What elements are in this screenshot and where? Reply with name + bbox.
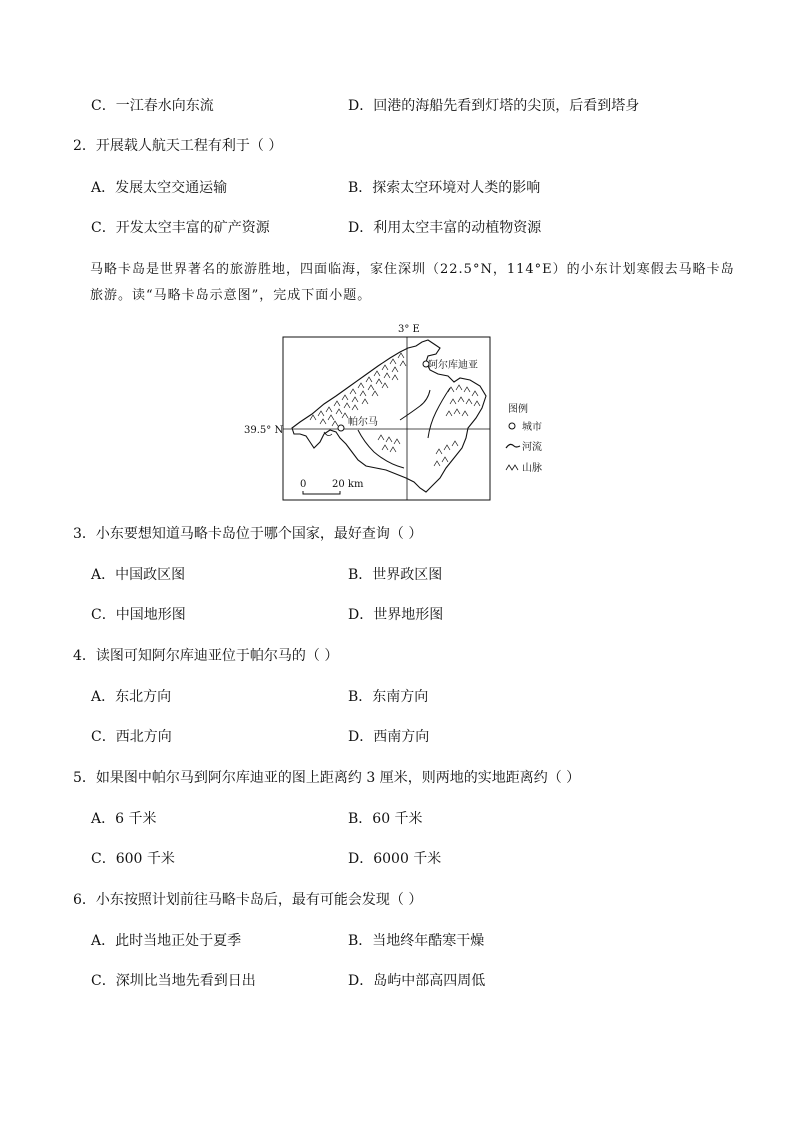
q1-option-c: C．一江春水向东流 (91, 98, 214, 114)
city-marker-south (338, 425, 344, 431)
q3-stem: 3．小东要想知道马略卡岛位于哪个国家，最好查询（ ） (73, 526, 423, 542)
legend-city-label: 城市 (522, 422, 542, 433)
q2-option-d: D．利用太空丰富的动植物资源 (348, 220, 542, 236)
q5-option-d: D．6000 千米 (348, 851, 442, 867)
q4-option-a: A．东北方向 (91, 689, 172, 705)
q5-option-c: C．600 千米 (91, 851, 175, 867)
legend-river-icon (506, 444, 520, 448)
q3-option-a: A．中国政区图 (91, 567, 186, 583)
city-label-north: 阿尔库迪亚 (428, 360, 478, 371)
q4-option-c: C．西北方向 (91, 729, 172, 745)
q3-option-d: D．世界地形图 (348, 607, 444, 623)
river-1 (400, 390, 430, 420)
river-3 (358, 430, 404, 468)
passage-line-1: 马略卡岛是世界著名的旅游胜地，四面临海，家住深圳（22.5°N，114°E）的小东计划寒假去马略卡岛 (90, 262, 735, 277)
q4-stem: 4．读图可知阿尔库迪亚位于帕尔马的（ ） (73, 648, 339, 664)
q6-stem: 6．小东按照计划前往马略卡岛后，最有可能会发现（ ） (73, 892, 423, 908)
city-label-south: 帕尔马 (348, 417, 378, 428)
passage-line-2: 旅游。读“马略卡岛示意图”，完成下面小题。 (90, 288, 372, 303)
passage (90, 257, 750, 309)
q6-option-a: A．此时当地正处于夏季 (91, 933, 242, 949)
meridian-label: 3° E (398, 324, 420, 335)
q3-option-c: C．中国地形图 (91, 607, 186, 623)
legend-mountain-icon (506, 465, 518, 470)
scale-value: 20 km (332, 479, 364, 490)
q5-option-b: B．60 千米 (348, 811, 423, 827)
legend-title: 图例 (508, 404, 528, 415)
q5-stem: 5．如果图中帕尔马到阿尔库迪亚的图上距离约 3 厘米，则两地的实地距离约（ ） (73, 770, 581, 786)
legend-river-label: 河流 (522, 442, 542, 453)
q6-option-d: D．岛屿中部高四周低 (348, 973, 486, 989)
q2-option-c: C．开发太空丰富的矿产资源 (91, 220, 270, 236)
q5-option-a: A．6 千米 (91, 811, 157, 827)
q3-option-b: B．世界政区图 (348, 567, 443, 583)
q6-option-b: B．当地终年酷寒干燥 (348, 933, 485, 949)
q4-option-d: D．西南方向 (348, 729, 430, 745)
scale-zero: 0 (300, 479, 307, 490)
q2-stem: 2．开展载人航天工程有利于（ ） (73, 138, 283, 154)
mountain-range-east (446, 385, 480, 416)
q2-option-b: B．探索太空环境对人类的影响 (348, 180, 541, 196)
river-2 (428, 388, 450, 438)
mallorca-map (240, 320, 560, 505)
parallel-label: 39.5° N (244, 425, 284, 436)
q1-option-d: D．回港的海船先看到灯塔的尖顶，后看到塔身 (348, 98, 640, 114)
scale-bar (303, 491, 340, 494)
q4-option-b: B．东南方向 (348, 689, 429, 705)
legend-mountain-label: 山脉 (522, 463, 542, 474)
q6-option-c: C．深圳比当地先看到日出 (91, 973, 256, 989)
mountain-range-south (378, 435, 458, 466)
mountain-range-northwest (310, 353, 406, 426)
legend-city-icon (509, 423, 515, 429)
q2-option-a: A．发展太空交通运输 (91, 180, 228, 196)
